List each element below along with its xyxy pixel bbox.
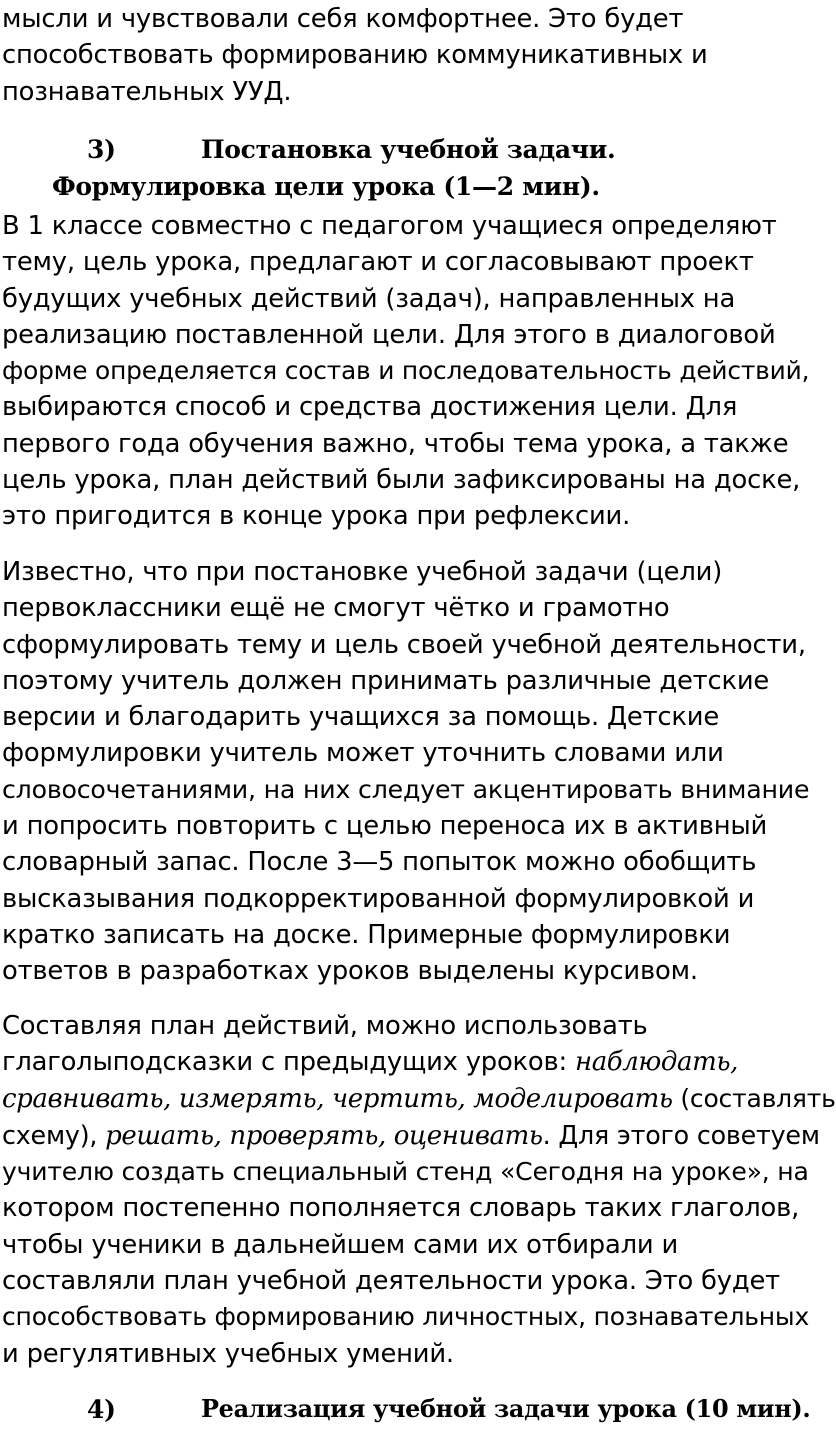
italic-verbs: наблюдать, — [574, 1047, 738, 1078]
text-line: кратко записать на доске. Примерные формулировки — [2, 919, 731, 950]
text-line: тему, цель урока, предлагают и согласовывают проект — [2, 247, 754, 278]
section-4-number: 4) — [87, 1395, 116, 1424]
text-line: ответов в разработках уроков выделены курсивом. — [2, 956, 698, 987]
text-line: способствовать формированию коммуникативных и — [2, 40, 708, 71]
text-line: форме определяется состав и последовательность действий, — [2, 356, 810, 386]
text-line: В 1 классе совместно с педагогом учащиеся определяют — [2, 211, 777, 241]
text-line — [2, 1044, 816, 1080]
paragraph-2 — [2, 554, 816, 990]
text-run: схему), — [2, 1119, 106, 1150]
text-line: словарный запас. После 3—5 попыток можно обобщить — [2, 847, 757, 878]
text-line: первоклассники ещё не смогут чётко и грамотно — [2, 593, 670, 624]
text-line: сформулировать тему и цель своей учебной деятельности, — [2, 629, 806, 660]
text-line: высказывания подкорректированной формулировкой и — [2, 883, 755, 914]
text-line: словосочетаниями, на них следует акцентировать внимание — [2, 774, 810, 804]
italic-verbs: решать, проверять, оценивать — [105, 1120, 543, 1151]
text-line: составляли план учебной деятельности урока. Это будет — [2, 1266, 780, 1297]
text-line: котором постепенно пополняется словарь таких глаголов, — [2, 1193, 800, 1224]
text-line: чтобы ученики в дальнейшем сами их отбирали и — [2, 1229, 679, 1260]
text-line — [2, 1008, 816, 1044]
text-run: глаголыподсказки с предыдущих уроков: — [2, 1047, 575, 1078]
text-run: (составлять — [672, 1083, 836, 1113]
text-line: познавательных УУД. — [2, 76, 292, 107]
text-line: будущих учебных действий (задач), направленных на — [2, 283, 736, 314]
text-line: версии и благодарить учащихся за помощь. Детские — [2, 702, 720, 733]
text-line — [2, 1117, 820, 1154]
text-line: цель урока, план действий были зафиксированы на доске, — [2, 465, 801, 496]
text-line: мысли и чувствовали себя комфортнее. Это будет — [2, 4, 684, 34]
text-line: поэтому учитель должен принимать различные детские — [2, 665, 770, 696]
paragraph-1 — [2, 208, 816, 535]
text-line: учителю создать специальный стенд «Сегодня на уроке», на — [2, 1157, 809, 1187]
section-3-title: Постановка учебной задачи. — [201, 135, 616, 164]
italic-verbs: сравнивать, измерять, чертить, моделировать — [2, 1083, 673, 1114]
text-line: и попросить повторить с целью переноса их в активный — [2, 811, 768, 842]
text-line: и регулятивных учебных умений. — [2, 1338, 454, 1369]
paragraph-3 — [2, 1008, 836, 1372]
text-line — [2, 1081, 836, 1117]
text-line: реализацию поставленной цели. Для этого в диалоговой — [2, 319, 776, 350]
text-line: Известно, что при постановке учебной задачи (цели) — [2, 557, 723, 587]
text-line: способствовать формированию личностных, познавательных — [2, 1302, 810, 1332]
text-line: формулировки учитель может уточнить словами или — [2, 738, 724, 769]
text-run: . Для этого советуем — [542, 1119, 820, 1150]
section-3-number: 3) — [87, 135, 116, 164]
intro-paragraph — [2, 1, 816, 110]
text-line: выбираются способ и средства достижения цели. Для — [2, 392, 738, 423]
text-line: первого года обучения важно, чтобы тема урока, а также — [2, 428, 789, 459]
section-3-subtitle: Формулировка цели урока (1—2 мин). — [52, 172, 600, 201]
text-run: Составляя план действий, можно использовать — [2, 1011, 648, 1041]
section-4-title: Реализация учебной задачи урока (10 мин). — [201, 1395, 811, 1423]
text-line: это пригодится в конце урока при рефлексии. — [2, 501, 631, 532]
